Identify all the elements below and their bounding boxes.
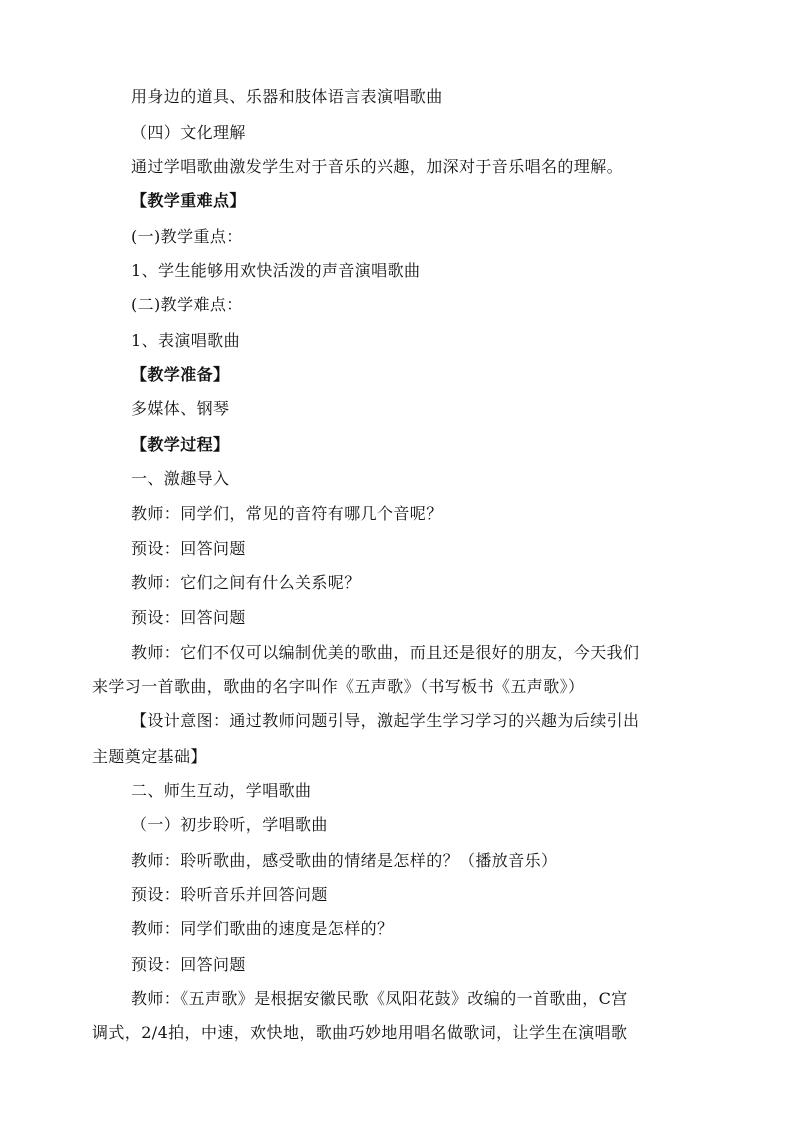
paragraph-line: 教师：同学们，常见的音符有哪几个音呢？ — [131, 504, 443, 523]
sub-heading: (一)教学重点： — [131, 227, 243, 246]
paragraph-line: 教师：它们不仅可以编制优美的歌曲，而且还是很好的朋友，今天我们 — [131, 643, 640, 662]
paragraph-line: 调式，2/4拍，中速，欢快地，歌曲巧妙地用唱名做歌词，让学生在演唱歌 — [92, 1023, 628, 1042]
paragraph-line: 【设计意图：通过教师问题引导，激起学生学习学习的兴趣为后续引出 — [131, 711, 640, 730]
paragraph-line: 预设：聆听音乐并回答问题 — [131, 885, 328, 904]
sub-heading: 二、师生互动，学唱歌曲 — [131, 781, 312, 800]
sub-heading: 一、激趣导入 — [131, 469, 230, 488]
paragraph-line: 教师：聆听歌曲，感受歌曲的情绪是怎样的？（播放音乐） — [131, 851, 558, 870]
paragraph-line: 通过学唱歌曲激发学生对于音乐的兴趣，加深对于音乐唱名的理解。 — [131, 157, 624, 176]
paragraph-line: 预设：回答问题 — [131, 539, 246, 558]
paragraph-line: 用身边的道具、乐器和肢体语言表演唱歌曲 — [131, 87, 443, 106]
paragraph-line: 教师：它们之间有什么关系呢？ — [131, 573, 361, 592]
section-heading: 【教学准备】 — [131, 365, 230, 384]
paragraph-line: 多媒体、钢琴 — [131, 399, 230, 418]
paragraph-line: 1、表演唱歌曲 — [131, 331, 240, 350]
paragraph-line: 教师：《五声歌》是根据安徽民歌《凤阳花鼓》改编的一首歌曲，C宫 — [131, 989, 628, 1008]
paragraph-line: 预设：回答问题 — [131, 608, 246, 627]
section-heading: 【教学过程】 — [131, 435, 230, 454]
section-heading: （四）文化理解 — [131, 123, 246, 142]
paragraph-line: 来学习一首歌曲，歌曲的名字叫作《五声歌》（书写板书《五声歌》） — [92, 677, 585, 696]
section-heading: 【教学重难点】 — [131, 191, 246, 210]
paragraph-line: 1、学生能够用欢快活泼的声音演唱歌曲 — [131, 261, 421, 280]
paragraph-line: 预设：回答问题 — [131, 955, 246, 974]
paragraph-line: 主题奠定基础】 — [92, 747, 207, 766]
sub-heading: (二)教学难点： — [131, 295, 243, 314]
paragraph-line: 教师：同学们歌曲的速度是怎样的？ — [131, 919, 394, 938]
sub-heading: （一）初步聆听，学唱歌曲 — [131, 815, 328, 834]
